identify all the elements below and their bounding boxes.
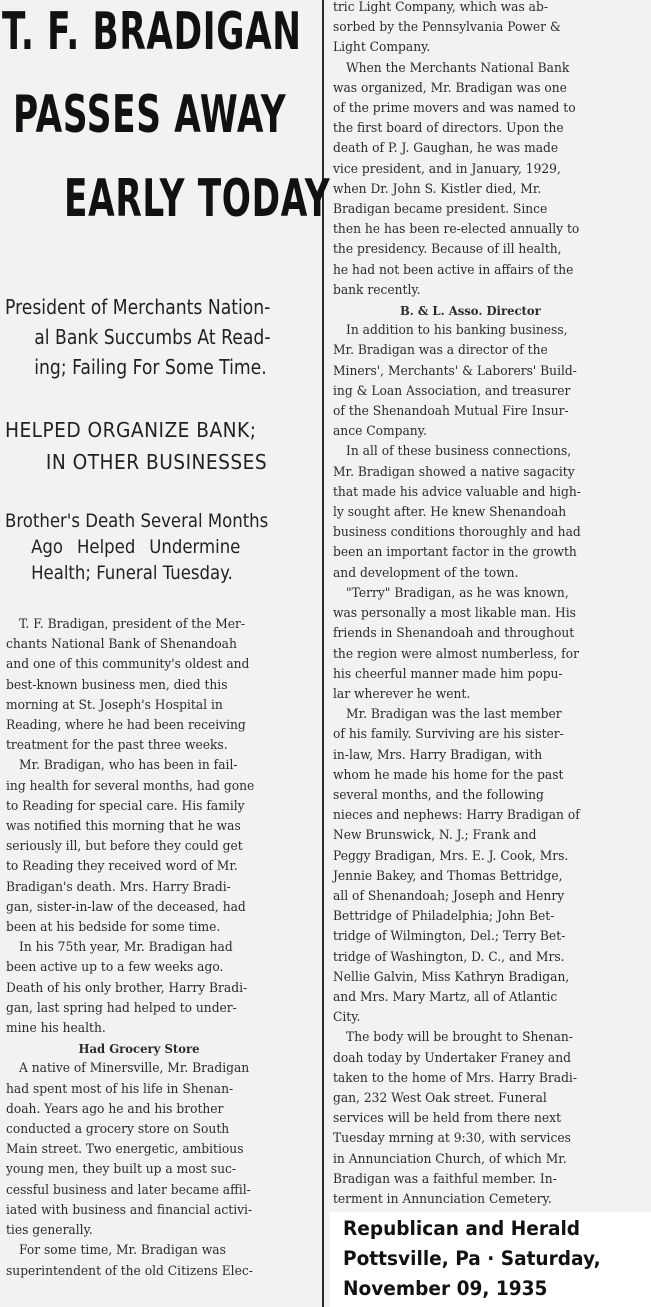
article-line: T. F. Bradigan, president of the Mer-	[19, 617, 246, 632]
subheadline-2-line: IN OTHER BUSINESSES	[45, 450, 268, 474]
article-line: and one of this community's oldest and	[6, 657, 250, 673]
article-line: doah. Years ago he and his brother	[6, 1101, 224, 1117]
article-line: Bradigan's death. Mrs. Harry Bradi-	[6, 879, 231, 895]
article-line: ing health for several months, had gone	[6, 778, 255, 794]
article-line: to Reading for special care. His family	[6, 798, 245, 814]
article-line: City.	[333, 1010, 361, 1026]
subheadline-1-line: al Bank Succumbs At Read-	[34, 325, 271, 349]
article-line: been at his bedside for some time.	[6, 920, 221, 936]
subheadline-1	[5, 292, 271, 382]
article-line: "Terry" Bradigan, as he was known,	[346, 585, 569, 601]
article-line: treatment for the past three weeks.	[6, 738, 228, 754]
article-line: death of P. J. Gaughan, he was made	[333, 141, 559, 157]
article-line: Bradigan was a faithful member. In-	[333, 1171, 557, 1187]
article-line: Mr. Bradigan was the last member	[346, 707, 562, 723]
article-line: was personally a most likable man. His	[333, 606, 576, 622]
article-line: gan, 232 West Oak street. Funeral	[333, 1090, 547, 1106]
article-line: and development of the town.	[333, 565, 519, 581]
article-line: then he has been re-elected annually to	[333, 222, 580, 238]
article-line: iated with business and financial activi-	[6, 1202, 253, 1218]
article-line: In all of these business connections,	[346, 444, 572, 460]
article-line: best-known business men, died this	[6, 677, 228, 693]
article-line: friends in Shenandoah and throughout	[333, 626, 575, 642]
article-line: of the Shenandoah Mutual Fire Insur-	[333, 404, 569, 420]
article-column-right	[333, 0, 581, 1210]
subheadline-3-line: Health; Funeral Tuesday.	[31, 562, 233, 584]
article-line: taken to the home of Mrs. Harry Bradi-	[333, 1070, 577, 1086]
article-line: terment in Annunciation Cemetery.	[333, 1191, 552, 1207]
article-line: services will be held from there next	[333, 1111, 562, 1127]
article-line: ties generally.	[6, 1223, 93, 1239]
article-line: tridge of Wilmington, Del.; Terry Bet-	[333, 929, 566, 945]
article-line: that made his advice valuable and high-	[333, 484, 581, 500]
subheadline-1-line: President of Merchants Nation-	[5, 295, 271, 319]
article-line: and Mrs. Mary Martz, all of Atlantic	[333, 989, 558, 1005]
article-line: his cheerful manner made him popu-	[333, 666, 563, 682]
article-line: the presidency. Because of ill health,	[333, 242, 562, 258]
article-line: conducted a grocery store on South	[6, 1122, 230, 1138]
article-line: superintendent of the old Citizens Elec-	[6, 1263, 253, 1279]
subheadline-3-line: Brother's Death Several Months	[5, 510, 269, 532]
subheadline-3-line: Ago Helped Undermine	[31, 536, 241, 558]
article-line: Peggy Bradigan, Mrs. E. J. Cook, Mrs.	[333, 848, 569, 864]
article-line: whom he made his home for the past	[333, 767, 564, 783]
article-line: the first board of directors. Upon the	[333, 121, 564, 137]
source-publication: Republican and Herald	[343, 1217, 581, 1240]
article-line: Reading, where he had been receiving	[6, 718, 246, 734]
headline-line-3: EARLY TODAY	[64, 169, 331, 229]
article-line: ance Company.	[333, 424, 427, 440]
article-line: The body will be brought to Shenan-	[346, 1030, 573, 1046]
article-line: bank recently.	[333, 282, 421, 298]
article-column-left	[6, 615, 254, 1282]
headline-line-2: PASSES AWAY	[13, 85, 287, 145]
article-line: New Brunswick, N. J.; Frank and	[333, 828, 537, 844]
article-line: gan, last spring had helped to under-	[6, 1000, 237, 1016]
article-line: was organized, Mr. Bradigan was one	[333, 80, 567, 96]
article-line: Death of his only brother, Harry Bradi-	[6, 980, 248, 996]
article-line: had spent most of his life in Shenan-	[6, 1081, 234, 1097]
article-line: chants National Bank of Shenandoah	[6, 637, 237, 653]
article-line: mine his health.	[6, 1021, 106, 1037]
article-line: cessful business and later became affil-	[6, 1182, 251, 1198]
article-line: in-law, Mrs. Harry Bradigan, with	[333, 747, 543, 763]
article-line: he had not been active in affairs of the	[333, 262, 574, 278]
article-line: when Dr. John S. Kistler died, Mr.	[333, 181, 542, 197]
article-line: tridge of Washington, D. C., and Mrs.	[333, 949, 565, 965]
article-line: was notified this morning that he was	[6, 819, 241, 835]
article-line: Main street. Two energetic, ambitious	[6, 1142, 244, 1158]
article-line: In his 75th year, Mr. Bradigan had	[19, 940, 233, 956]
headline-line-1: T. F. BRADIGAN	[2, 2, 302, 62]
article-line: business conditions thoroughly and had	[333, 525, 581, 541]
article-line: of the prime movers and was named to	[333, 101, 576, 117]
article-line: been an important factor in the growth	[333, 545, 577, 561]
article-line: lar wherever he went.	[333, 686, 471, 702]
article-line: Light Company.	[333, 40, 431, 56]
article-line: Miners', Merchants' & Laborers' Build-	[333, 363, 577, 379]
article-line: vice president, and in January, 1929,	[333, 161, 561, 177]
article-line: ly sought after. He knew Shenandoah	[333, 505, 567, 521]
article-line: doah today by Undertaker Franey and	[333, 1050, 571, 1066]
article-line: gan, sister-in-law of the deceased, had	[6, 899, 246, 915]
article-line: ing & Loan Association, and treasurer	[333, 383, 571, 399]
article-line: to Reading they received word of Mr.	[6, 859, 238, 875]
article-line: Jennie Bakey, and Thomas Bettridge,	[333, 868, 563, 884]
article-line: Tuesday mrning at 9:30, with services	[333, 1131, 571, 1147]
article-line: For some time, Mr. Bradigan was	[19, 1243, 226, 1259]
source-date: November 09, 1935	[343, 1277, 548, 1300]
section-subheading: B. & L. Asso. Director	[399, 303, 541, 319]
subheadline-2-line: HELPED ORGANIZE BANK;	[5, 418, 257, 442]
article-line: Mr. Bradigan was a director of the	[333, 343, 548, 359]
section-subheading: Had Grocery Store	[78, 1041, 200, 1057]
article-line: in Annunciation Church, of which Mr.	[333, 1151, 567, 1167]
article-line: A native of Minersville, Mr. Bradigan	[19, 1061, 250, 1077]
article-line: Mr. Bradigan, who has been in fail-	[19, 758, 238, 774]
subheadline-3	[5, 508, 268, 586]
subheadline-2	[5, 414, 267, 478]
article-line: young men, they built up a most suc-	[6, 1162, 236, 1178]
article-line: morning at St. Joseph's Hospital in	[6, 697, 223, 713]
article-line: seriously ill, but before they could get	[6, 839, 243, 855]
article-line: all of Shenandoah; Joseph and Henry	[333, 888, 565, 904]
article-line: tric Light Company, which was ab-	[333, 0, 548, 15]
article-line: nieces and nephews: Harry Bradigan of	[333, 808, 580, 824]
article-line: Mr. Bradigan showed a native sagacity	[333, 464, 575, 480]
article-line: sorbed by the Pennsylvania Power &	[333, 20, 561, 36]
source-credit	[343, 1214, 601, 1304]
article-line: In addition to his banking business,	[346, 323, 568, 339]
article-line: the region were almost numberless, for	[333, 646, 579, 662]
article-line: of his family. Surviving are his sister-	[333, 727, 564, 743]
article-line: Bettridge of Philadelphia; John Bet-	[333, 909, 555, 925]
article-line: When the Merchants National Bank	[346, 60, 570, 76]
article-line: Nellie Galvin, Miss Kathryn Bradigan,	[333, 969, 570, 985]
source-place-day: Pottsville, Pa · Saturday,	[343, 1247, 601, 1270]
article-line: Bradigan became president. Since	[333, 202, 548, 218]
article-line: been active up to a few weeks ago.	[6, 960, 224, 976]
subheadline-1-line: ing; Failing For Some Time.	[34, 355, 267, 379]
article-line: several months, and the following	[333, 787, 544, 803]
